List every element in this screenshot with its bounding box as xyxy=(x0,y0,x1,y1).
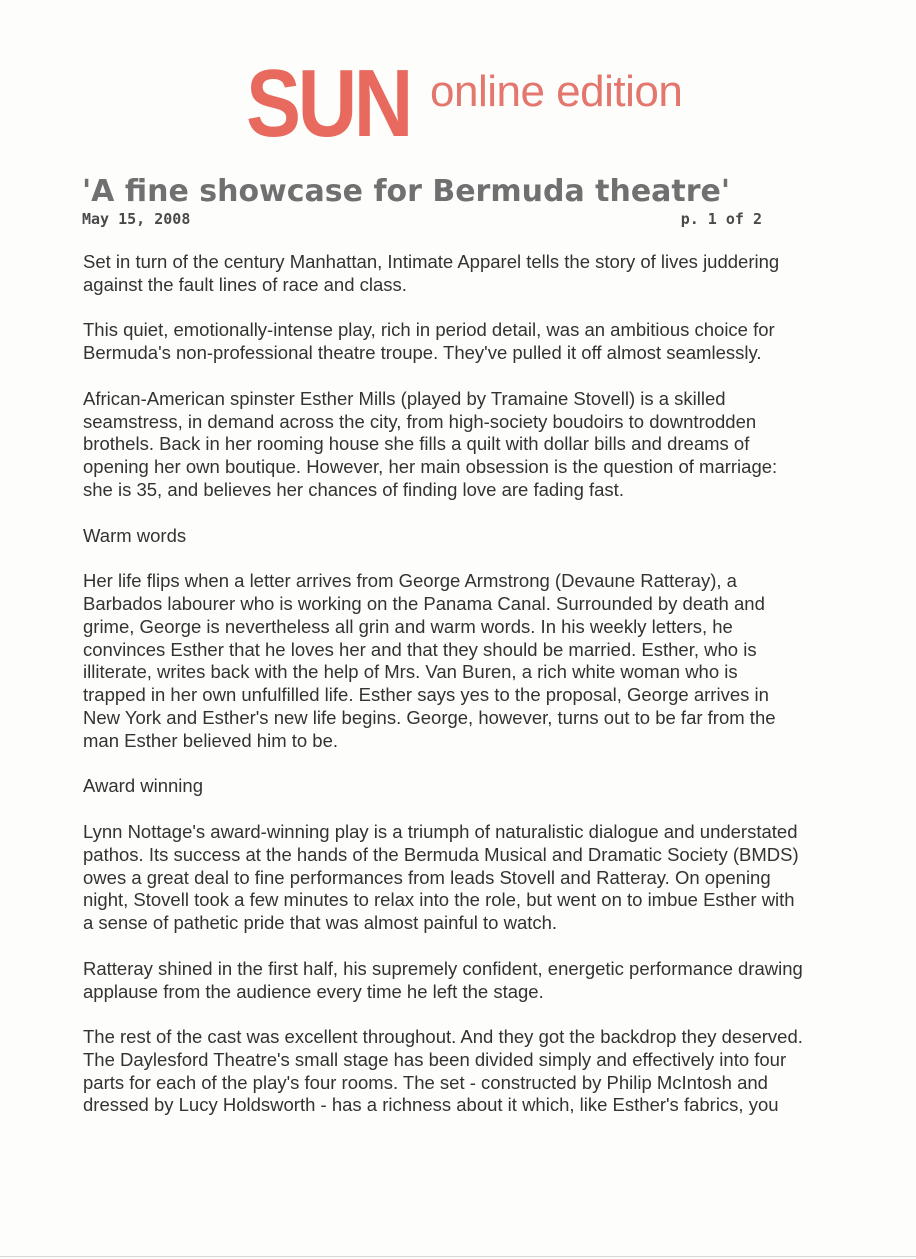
paragraph-line: trapped in her own unfulfilled life. Esther says yes to the proposal, George arrives in xyxy=(83,684,769,706)
article-paragraph xyxy=(83,958,883,1004)
paragraph-line: man Esther believed him to be. xyxy=(83,729,339,751)
paragraph-line: pathos. Its success at the hands of the Bermuda Musical and Dramatic Society (BMDS) xyxy=(83,843,799,865)
paragraph-line: The Daylesford Theatre's small stage has been divided simply and effectively into four xyxy=(83,1048,787,1070)
paragraph-line: opening her own boutique. However, her main obsession is the question of marriage: xyxy=(83,456,778,478)
paragraph-line: Bermuda's non-professional theatre troupe. They've pulled it off almost seamlessly. xyxy=(83,342,762,364)
paragraph-line: African-American spinster Esther Mills (played by Tramaine Stovell) is a skilled xyxy=(83,387,726,409)
paragraph-line: New York and Esther's new life begins. George, however, turns out to be far from the xyxy=(83,706,776,728)
article-paragraph xyxy=(83,570,883,752)
masthead xyxy=(246,50,683,157)
paragraph-line: Her life flips when a letter arrives from George Armstrong (Devaune Ratteray), a xyxy=(83,570,737,592)
dateline xyxy=(82,209,762,229)
paragraph-line: Ratteray shined in the first half, his supremely confident, energetic performance drawing xyxy=(83,957,803,979)
paragraph-line: against the fault lines of race and class. xyxy=(83,273,407,295)
paragraph-line: a sense of pathetic pride that was almost painful to watch. xyxy=(83,912,558,934)
page-number: p. 1 of 2 xyxy=(680,210,762,228)
paragraph-line: This quiet, emotionally-intense play, rich in period detail, was an ambitious choice for xyxy=(83,319,775,341)
paragraph-line: convinces Esther that he loves her and that they should be married. Esther, who is xyxy=(83,638,757,660)
paragraph-line: applause from the audience every time he left the stage. xyxy=(83,980,544,1002)
article-headline: 'A fine showcase for Bermuda theatre' xyxy=(82,174,731,209)
article-date: May 15, 2008 xyxy=(82,210,191,228)
paragraph-line: she is 35, and believes her chances of finding love are fading fast. xyxy=(83,478,624,500)
article-paragraph xyxy=(83,821,883,935)
section-subhead: Award winning xyxy=(83,775,203,797)
scan-edge-line xyxy=(0,1256,916,1257)
article-paragraph xyxy=(83,251,883,297)
article-paragraph xyxy=(83,1026,883,1117)
paragraph-line: owes a great deal to fine performances from leads Stovell and Ratteray. On opening xyxy=(83,866,771,888)
paragraph-line: Barbados labourer who is working on the Panama Canal. Surrounded by death and xyxy=(83,592,765,614)
paragraph-line: grime, George is nevertheless all grin and warm words. In his weekly letters, he xyxy=(83,615,733,637)
article-paragraph xyxy=(83,319,883,365)
section-subhead: Warm words xyxy=(83,524,187,546)
article-body xyxy=(83,251,883,1140)
paragraph-line: dressed by Lucy Holdsworth - has a richness about it which, like Esther's fabrics, you xyxy=(83,1094,779,1116)
paragraph-line: parts for each of the play's four rooms. The set - constructed by Philip McIntosh and xyxy=(83,1071,768,1093)
paragraph-line: The rest of the cast was excellent throughout. And they got the backdrop they deserved. xyxy=(83,1026,803,1048)
paragraph-line: Set in turn of the century Manhattan, Intimate Apparel tells the story of lives juddering xyxy=(83,251,780,272)
paragraph-line: Lynn Nottage's award-winning play is a triumph of naturalistic dialogue and understated xyxy=(83,820,798,842)
paragraph-line: illiterate, writes back with the help of Mrs. Van Buren, a rich white woman who is xyxy=(83,661,738,683)
edition-label: online edition xyxy=(430,67,683,116)
paragraph-line: night, Stovell took a few minutes to relax into the role, but went on to imbue Esther with xyxy=(83,889,795,911)
sun-logo: SUN xyxy=(246,50,410,157)
paragraph-line: seamstress, in demand across the city, from high-society boudoirs to downtrodden xyxy=(83,410,757,432)
article-paragraph xyxy=(83,388,883,502)
paragraph-line: brothels. Back in her rooming house she fills a quilt with dollar bills and dreams of xyxy=(83,433,750,455)
